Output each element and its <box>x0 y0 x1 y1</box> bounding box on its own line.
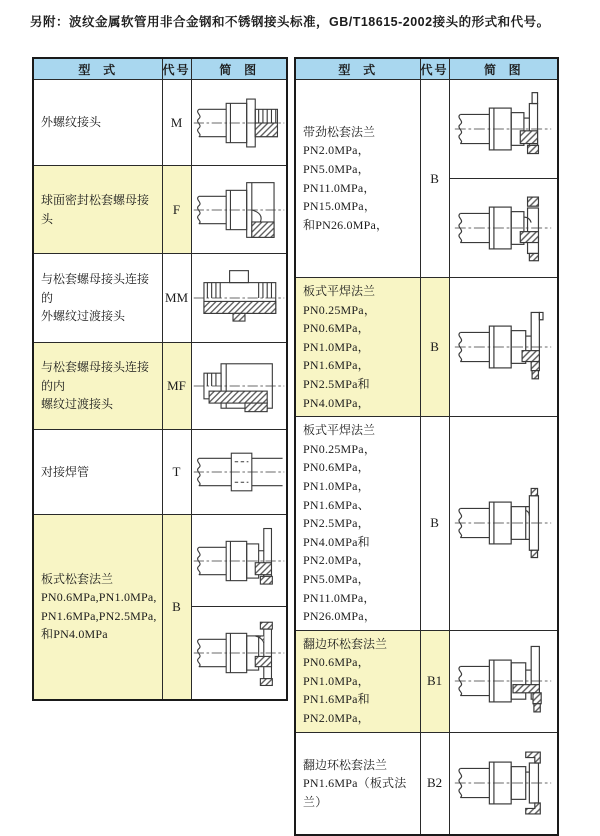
table-row <box>33 343 287 430</box>
type-name: 翻边环松套法兰 <box>303 757 388 772</box>
diagram-cell <box>191 607 287 700</box>
right-header-diagram: 简 图 <box>449 58 558 80</box>
type-cell <box>295 278 420 417</box>
left-header-row <box>33 58 287 80</box>
pn-rating-line: PN11.0MPa，PN15.0MPa， <box>303 180 377 214</box>
type-cell <box>295 732 420 835</box>
right-header-row <box>295 58 558 80</box>
type-name: 板式平焊法兰 <box>303 284 376 298</box>
pn-rating-line: PN0.25MPa，PN0.6MPa， <box>303 441 377 475</box>
table-row <box>33 515 287 607</box>
code-cell: T <box>162 430 191 515</box>
pn-rating-line: 和PN26.0MPa， <box>303 217 389 232</box>
diagram-cell <box>191 254 287 343</box>
type-name: 翻边环松套法兰 <box>303 636 388 651</box>
diagram-internal-thread-adapter <box>192 348 286 424</box>
left-header-type: 型 式 <box>33 58 162 80</box>
left-header-diagram: 简 图 <box>191 58 287 80</box>
table-row <box>295 278 558 417</box>
pn-rating-line: PN1.0MPa，PN1.6MPa、 <box>303 478 370 512</box>
type-name: 与松套螺母接头连接的内 <box>41 360 150 393</box>
right-joint-table <box>294 57 559 836</box>
left-header-code: 代号 <box>162 58 191 80</box>
type-cell <box>295 417 420 631</box>
diagram-cell <box>449 179 558 278</box>
type-cell <box>33 166 162 254</box>
pn-rating-line: PN11.0MPa，PN26.0MPa， <box>303 590 377 624</box>
pn-rating-line: PN1.6MPa,PN2.5MPa, <box>41 608 157 623</box>
type-name: 外螺纹接头 <box>41 115 102 130</box>
type-cell <box>33 515 162 700</box>
right-header-type: 型 式 <box>295 58 420 80</box>
right-header-code: 代号 <box>420 58 449 80</box>
diagram-cell <box>191 80 287 166</box>
pn-rating-line: PN2.5MPa，PN4.0MPa和 <box>303 516 370 549</box>
table-row <box>295 630 558 732</box>
pn-rating-line: 和PN4.0MPa <box>41 627 108 642</box>
table-row <box>295 80 558 179</box>
table-row <box>33 254 287 343</box>
diagram-flared-ring-loose-flange-b2 <box>453 738 553 828</box>
diagram-cell <box>449 80 558 179</box>
code-cell: B <box>420 278 449 417</box>
code-cell: F <box>162 166 191 254</box>
diagram-cell <box>449 630 558 732</box>
pn-rating-line: PN1.6MPa（板式法兰） <box>303 776 407 809</box>
type-cell <box>33 254 162 343</box>
type-name: 板式平焊法兰 <box>303 423 376 438</box>
type-name: 对接焊管 <box>41 464 90 479</box>
table-row <box>33 166 287 254</box>
diagram-cell <box>449 732 558 835</box>
diagram-plate-weld-flange-variant-2 <box>453 478 553 568</box>
diagram-butt-weld-pipe <box>192 434 286 510</box>
type-cell <box>33 80 162 166</box>
diagram-sphere-seal-loose-nut-joint <box>192 172 286 248</box>
diagram-cell <box>191 343 287 430</box>
type-name: 板式松套法兰 <box>41 571 114 586</box>
pn-rating-line: PN2.0MPa，PN5.0MPa， <box>303 143 370 176</box>
table-row <box>295 732 558 835</box>
type-name: 球面密封松套螺母接头 <box>41 192 150 226</box>
code-cell: MM <box>162 254 191 343</box>
code-cell: M <box>162 80 191 166</box>
type-cell <box>295 80 420 278</box>
pn-rating-line: PN0.6MPa，PN1.0MPa， <box>303 655 370 688</box>
pn-rating-line: PN2.0MPa，PN5.0MPa， <box>303 553 370 586</box>
pn-rating-line: PN0.25MPa，PN0.6MPa， <box>303 302 377 336</box>
pn-rating-line: PN1.6MPa和PN2.0MPa， <box>303 692 370 726</box>
table-row <box>33 80 287 166</box>
diagram-cell <box>449 278 558 417</box>
diagram-cell <box>191 515 287 607</box>
diagram-external-thread-joint <box>192 85 286 161</box>
left-joint-table <box>32 57 288 701</box>
diagram-plate-weld-flange-variant-1 <box>453 302 553 392</box>
type-cell <box>295 630 420 732</box>
diagram-cell <box>191 430 287 515</box>
pn-rating-line: PN0.6MPa,PN1.0MPa, <box>41 590 157 605</box>
type-name: 与松套螺母接头连接的 <box>41 272 150 305</box>
type-cell <box>33 343 162 430</box>
type-name: 外螺纹过渡接头 <box>41 309 126 324</box>
table-row <box>33 430 287 515</box>
code-cell: B <box>420 417 449 631</box>
pn-rating-line: PN1.0MPa，PN1.6MPa， <box>303 339 370 373</box>
diagram-flared-ring-loose-flange-b1 <box>453 638 553 724</box>
type-cell <box>33 430 162 515</box>
type-name: 带劲松套法兰 <box>303 124 376 139</box>
diagram-neck-loose-flange-variant-1 <box>453 85 553 173</box>
joint-type-tables <box>32 57 559 836</box>
table-row <box>295 417 558 631</box>
diagram-neck-loose-flange-variant-2 <box>453 184 553 272</box>
code-cell: B2 <box>420 732 449 835</box>
diagram-cell <box>191 166 287 254</box>
diagram-cell <box>449 417 558 631</box>
diagram-plate-loose-flange-variant-2 <box>192 612 286 694</box>
code-cell: B <box>420 80 449 278</box>
document-title: 另附：波纹金属软管用非合金钢和不锈钢接头标准，GB/T18615-2002接头的形式和代号。 <box>30 15 550 29</box>
code-cell: MF <box>162 343 191 430</box>
code-cell: B1 <box>420 630 449 732</box>
pn-rating-line: PN2.5MPa和PN4.0MPa， <box>303 376 370 410</box>
code-cell: B <box>162 515 191 700</box>
diagram-plate-loose-flange-variant-1 <box>192 520 286 602</box>
diagram-external-thread-adapter-nipple <box>192 260 286 336</box>
type-name: 螺纹过渡接头 <box>41 397 114 412</box>
